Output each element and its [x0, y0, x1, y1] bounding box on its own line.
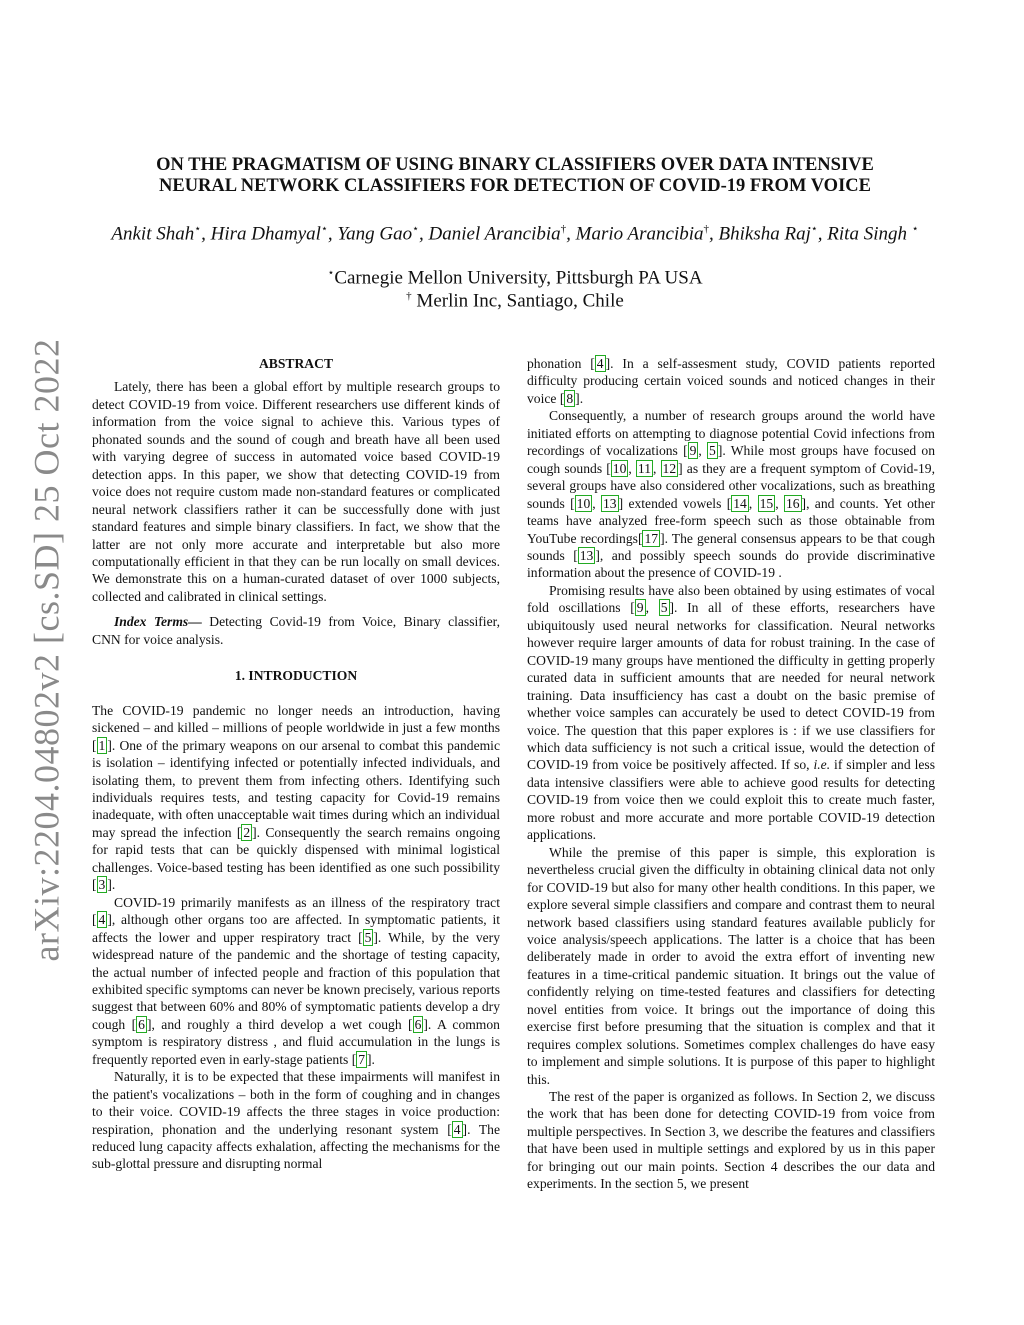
title-line-1: ON THE PRAGMATISM OF USING BINARY CLASSIFIERS OVER DATA INTENSIVE	[156, 155, 874, 175]
paper-title	[100, 155, 930, 197]
citation-link[interactable]: 6	[138, 1016, 145, 1032]
citation-link[interactable]: 16	[785, 495, 800, 511]
section-heading-introduction: 1. INTRODUCTION	[234, 668, 358, 684]
intro-paragraph-2: COVID-19 primarily manifests as an illness of the respiratory tract [ 4 ], although other organs too are affected. In symptomatic patients, it affects the lower and upper respiratory tract [ 5 ]. While, by the very widespread nature of the pandemic and the shortage of testing capacity, the actual number of infected people and fraction of this population that exhibited specific symptoms can never be known precisely, various reports suggest that between 60% and 80% of symptomatic patients develop a dry cough [ 6 ], and roughly a third develop a wet cough [ 6 ]. A common symptom is respiratory distress , and fluid accumulation in the lungs is frequently reported even in early-stage patients [ 7 ].	[92, 894, 500, 1067]
citation-link[interactable]: 1	[98, 737, 106, 753]
citation-link[interactable]: 10	[612, 460, 627, 476]
intro-paragraph-5: Promising results have also been obtained by using estimates of vocal fold oscillations [ 9 , 5 ]. In all of these efforts, researchers have ubiquitously used neural networks for classification. Neural networks however require larger amounts of data for robust training. In the case of COVID-19 many groups have mentioned the difficulty in getting properly curated data in sufficient amounts that are needed for neural network training. Data insufficiency has cast a doubt on the basic premise of whether voice samples can accurately be used to detect COVID-19 from voice. The question that this paper explores is : if we use classifiers for which data sufficiency is not such a critical issue, would the detection of COVID-19 from voice be positively affected. If so, i.e. if simpler and less data intensive classifiers were able to achieve good results for detecting COVID-19 from voice then we could exploit this to create much faster, more robust and more accurate and more portable COVID-19 detection applications.	[527, 582, 935, 843]
citation-link[interactable]: 9	[689, 443, 697, 459]
intro-paragraph-3-continued: phonation [ 4 ]. In a self-assesment study, COVID patients reported difficulty producing certain voiced sounds and noticed changes in their voice [ 8 ].	[527, 356, 935, 406]
intro-paragraph-4: Consequently, a number of research groups around the world have initiated efforts on attempting to diagnose potential Covid infections from recordings of vocalizations [ 9 , 5 ]. While most groups have focused on cough sounds [ 10 , 11 , 12 ] as they are a frequent symptom of Covid-19, several groups have also considered other vocalizations, such as breathing sounds [ 10 , 13 ] extended vowels [ 14 , 15 , 16 ], and counts. Yet other teams have analyzed free-form speech such as those obtainable from YouTube recordings[ 17 ]. The general consensus appears to be that cough sounds [ 13 ], and possibly speech sounds do provide discriminative information about the presence of COVID-19 .	[527, 408, 936, 581]
right-column	[527, 355, 935, 1193]
citation-link[interactable]: 5	[364, 929, 372, 945]
affiliation-cmu: ⋆Carnegie Mellon University, Pittsburgh PA USA	[327, 267, 703, 289]
citation-link[interactable]: 3	[98, 877, 106, 893]
left-column	[92, 355, 500, 1173]
arxiv-identifier: arXiv:2204.04802v2 [cs.SD] 25 Oct 2022	[26, 338, 66, 962]
citation-link[interactable]: 7	[358, 1051, 366, 1067]
citation-link[interactable]: 5	[709, 443, 716, 459]
intro-paragraph-1: The COVID-19 pandemic no longer needs an introduction, having sickened – and killed – millions of people worldwide in just a few months [ 1 ]. One of the primary weapons on our arsenal to combat this pandemic is isolation – identifying infected or potentially infected individuals, and isolating them, to prevent them from infecting others. Identifying such individuals requires tests, and testing capacity for Covid-19 remains inadequate, with often unacceptable wait times during which an individual may spread the infection [ 2 ]. Consequently the search remains ongoing for rapid tests that can be quickly dispensed with minimal logistical challenges. Voice-based testing has been identified as one such possibility [ 3 ].	[92, 702, 500, 893]
citation-link[interactable]: 8	[566, 390, 574, 406]
citation-link[interactable]: 2	[243, 824, 251, 840]
citation-link[interactable]: 6	[414, 1016, 422, 1032]
citation-link[interactable]: 14	[733, 495, 747, 511]
citation-link[interactable]: 12	[662, 460, 677, 476]
citation-link[interactable]: 10	[576, 495, 591, 511]
citation-link[interactable]: 4	[596, 356, 604, 371]
citation-link[interactable]: 15	[759, 495, 774, 511]
citation-link[interactable]: 4	[98, 912, 106, 928]
citation-link[interactable]: 17	[644, 530, 659, 546]
intro-paragraph-7: The rest of the paper is organized as follows. In Section 2, we discuss the work that has been done for detecting COVID-19 from voice from multiple perspectives. In Section 3, we describe the features and classifiers that have been used in multiple settings and explored by us in this paper for bringing out our main points. Section 4 describes the our data and experiments. In the section 5, we present	[527, 1089, 935, 1192]
citation-link[interactable]: 5	[660, 600, 668, 616]
title-line-2: NEURAL NETWORK CLASSIFIERS FOR DETECTION OF COVID-19 FROM VOICE	[159, 176, 871, 196]
citation-link[interactable]: 9	[636, 600, 644, 616]
abstract-heading: ABSTRACT	[258, 356, 334, 371]
intro-paragraph-3: Naturally, it is to be expected that these impairments will manifest in the patient's vocalizations – both in the form of coughing and in changes to their voice. COVID-19 affects the three stages in voice production: respiration, phonation and the underlying resonant system [ 4 ]. The reduced lung capacity affects exhalation, affecting the mechanisms for the sub-glottal pressure and disrupting normal	[92, 1069, 500, 1172]
index-terms: Index Terms— Detecting Covid-19 from Voice, Binary classifier, CNN for voice analysis.	[92, 614, 500, 647]
affiliation-merlin: † Merlin Inc, Santiago, Chile	[406, 290, 624, 312]
citation-link[interactable]: 13	[579, 547, 594, 563]
author-list: Ankit Shah⋆, Hira Dhamyal⋆, Yang Gao⋆, Daniel Arancibia†, Mario Arancibia†, Bhiksha Raj⋆, Rita Singh ⋆	[111, 223, 919, 245]
citation-link[interactable]: 13	[602, 495, 617, 511]
citation-link[interactable]: 4	[453, 1121, 461, 1137]
abstract-text: Lately, there has been a global effort by multiple research groups to detect COVID-19 from voice. Different researchers use different kinds of information from the voice signal to achieve this. Various types of phonated sounds and the sound of cough and breath have all been used with varying degree of success in automated voice based COVID-19 detection apps. In this paper, we show that detecting COVID-19 from voice does not require custom made non-standard features or complicated neural network classifiers rather it can be successfully done with just standard features and simple binary classifiers. In fact, we show that the latter are not only more accurate and interpretable but also more computationally efficient in that they can be run locally on small devices. We demonstrate this on a human-curated dataset of over 1000 subjects, collected and calibrated in clinical settings.	[92, 379, 500, 604]
intro-paragraph-6: While the premise of this paper is simple, this exploration is nevertheless crucial given the difficulty in obtaining clinical data not only for COVID-19 but also for many other health conditions. In this paper, we explore several simple classifiers and compare and contrast them to neural network based classifiers using standard features available publicly for voice analysis/speech applications. The latter is a choice that has been deliberately made in order to avoid the extra effort of inventing new features in a time-critical pandemic situation. It brings out the value of confidently relying on time-tested features and classifiers for detecting novel entities from voice. It brings out the importance of doing this exercise first before presuming that the situation is complex and that it requires complex solutions. Sometimes complex challenges do have easy to implement and simple solutions. It is purpose of this paper to highlight this.	[527, 844, 935, 1087]
citation-link[interactable]: 11	[637, 460, 651, 476]
